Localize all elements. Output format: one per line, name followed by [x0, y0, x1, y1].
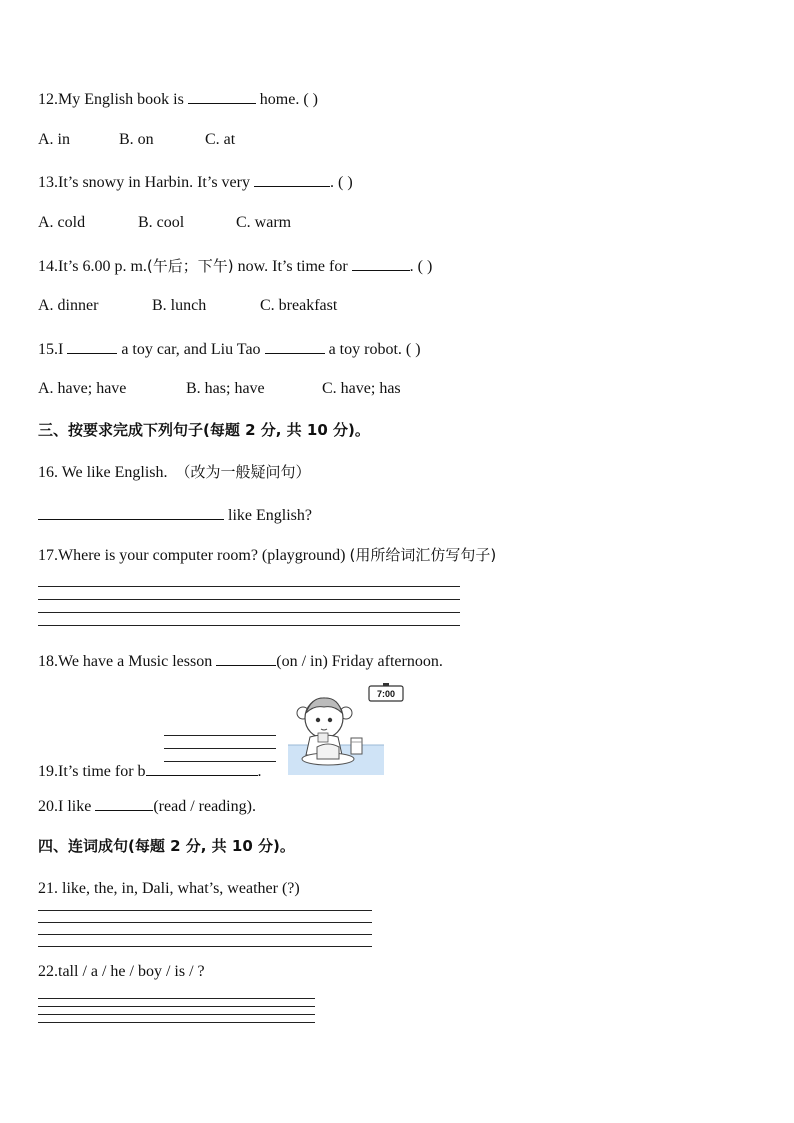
q13-options [38, 213, 291, 233]
question-13 [38, 171, 353, 193]
q19-blank[interactable] [146, 760, 258, 776]
q15-stem-post: a toy robot. ( ) [324, 341, 421, 358]
question-22: 22.tall / a / he / boy / is / ? [38, 963, 205, 980]
question-15 [38, 338, 421, 360]
q21-answer-line-3[interactable] [38, 934, 372, 935]
q17-note: (用所给词汇仿写句子) [349, 546, 497, 564]
q15-options [38, 379, 401, 399]
q12-option-a[interactable]: A. in [38, 131, 70, 148]
q13-blank[interactable] [254, 171, 330, 187]
q16-answer-blank[interactable] [38, 504, 224, 520]
q22-answer-line-4[interactable] [38, 1022, 315, 1023]
clock-icon [369, 683, 403, 701]
question-16 [38, 462, 311, 483]
q20-stem-pre: 20.I like [38, 798, 96, 815]
q12-blank[interactable] [188, 88, 256, 104]
q14-option-a[interactable]: A. dinner [38, 297, 99, 314]
girl-eating-breakfast-illustration [288, 683, 406, 775]
q19-writing-line-2[interactable] [164, 748, 276, 749]
q14-option-c[interactable]: C. breakfast [260, 297, 338, 314]
q22-answer-line-2[interactable] [38, 1006, 315, 1007]
section-3-heading: 三、按要求完成下列句子(每题 2 分, 共 10 分)。 [38, 421, 370, 439]
q22-answer-line-3[interactable] [38, 1014, 315, 1015]
question-21: 21. like, the, in, Dali, what’s, weather (?) [38, 880, 300, 897]
section-4-heading: 四、连词成句(每题 2 分, 共 10 分)。 [38, 837, 295, 855]
q17-answer-line-2[interactable] [38, 599, 460, 600]
q12-option-c[interactable]: C. at [205, 131, 236, 148]
q14-blank[interactable] [352, 255, 410, 271]
question-17 [38, 545, 496, 566]
q13-option-c[interactable]: C. warm [236, 214, 292, 231]
question-20 [38, 795, 256, 817]
q17-answer-line-1[interactable] [38, 586, 460, 587]
q13-option-b[interactable]: B. cool [138, 214, 185, 231]
clock-time: 7:00 [376, 689, 396, 699]
q12-stem-post: home. ( ) [255, 91, 318, 108]
q18-stem-post: (on / in) Friday afternoon. [276, 653, 443, 670]
q14-stem-mid: now. It’s time for [233, 258, 352, 275]
q16-answer-line [38, 504, 312, 526]
q15-option-a[interactable]: A. have; have [38, 380, 127, 397]
q14-stem-cn: (午后；下午) [146, 257, 234, 275]
q15-stem-pre: 15.I [38, 341, 68, 358]
question-12 [38, 88, 318, 110]
q17-answer-line-4[interactable] [38, 625, 460, 626]
question-18 [38, 650, 443, 672]
q19-stem-pre: 19.It’s time for b [38, 763, 146, 780]
question-14 [38, 255, 432, 277]
q15-blank-1[interactable] [67, 338, 117, 354]
q21-answer-line-1[interactable] [38, 910, 372, 911]
q12-stem-pre: 12.My English book is [38, 91, 188, 108]
q15-stem-mid: a toy car, and Liu Tao [117, 341, 265, 358]
q18-blank[interactable] [216, 650, 276, 666]
q18-stem-pre: 18.We have a Music lesson [38, 653, 217, 670]
q14-options [38, 296, 337, 316]
q15-option-b[interactable]: B. has; have [186, 380, 265, 397]
q12-options [38, 130, 235, 150]
q20-blank[interactable] [95, 795, 153, 811]
q20-stem-post: (read / reading). [153, 798, 256, 815]
q16-answer-post: like English? [224, 507, 312, 524]
q17-answer-line-3[interactable] [38, 612, 460, 613]
q14-stem-pre: 14.It’s 6.00 p. m. [38, 258, 147, 275]
question-19 [38, 760, 262, 782]
q19-writing-line-1[interactable] [164, 735, 276, 736]
q13-stem-post: . ( ) [329, 174, 353, 191]
q13-option-a[interactable]: A. cold [38, 214, 86, 231]
q12-option-b[interactable]: B. on [119, 131, 154, 148]
q14-option-b[interactable]: B. lunch [152, 297, 207, 314]
milk-glass [351, 738, 362, 754]
q21-answer-line-4[interactable] [38, 946, 372, 947]
q15-option-c[interactable]: C. have; has [322, 380, 401, 397]
q19-stem-post: . [257, 763, 262, 780]
q21-answer-line-2[interactable] [38, 922, 372, 923]
q13-stem-pre: 13.It’s snowy in Harbin. It’s very [38, 174, 254, 191]
q16-stem: 16. We like English. [38, 464, 168, 481]
q22-answer-line-1[interactable] [38, 998, 315, 999]
q15-blank-2[interactable] [265, 338, 325, 354]
q14-stem-post: . ( ) [409, 258, 433, 275]
q16-note: （改为一般疑问句） [175, 463, 311, 481]
q17-stem: 17.Where is your computer room? (playground) [38, 547, 350, 564]
